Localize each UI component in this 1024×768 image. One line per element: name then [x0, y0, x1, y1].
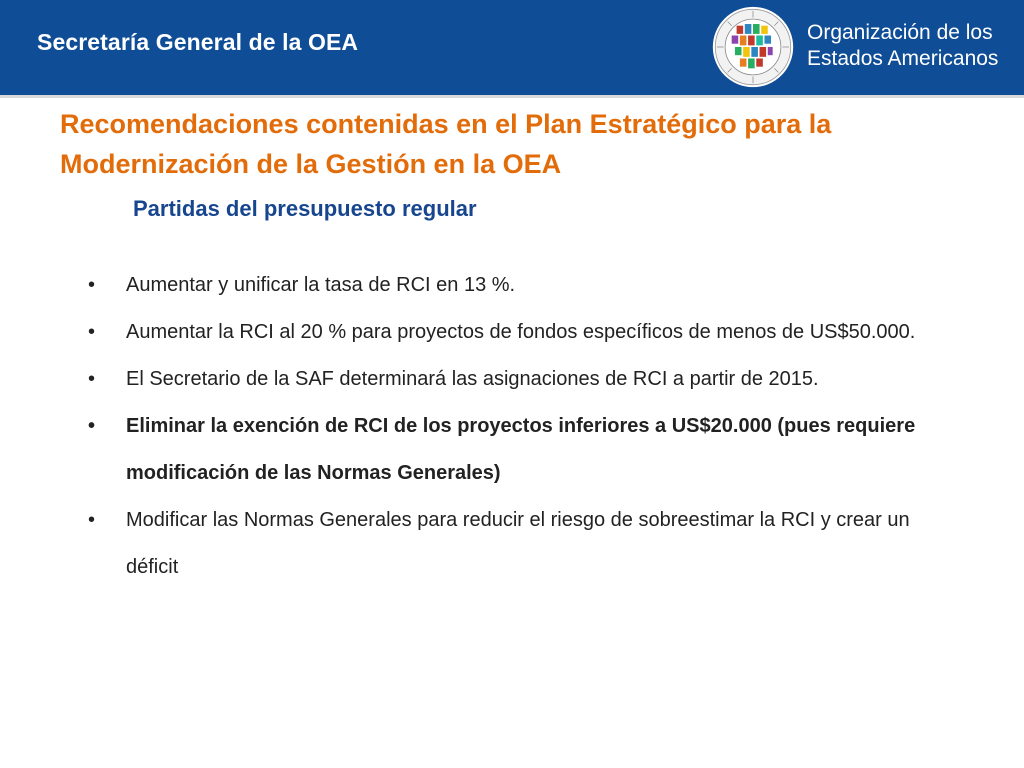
bullet-icon: •: [88, 321, 96, 343]
bullet-text: Eliminar la exención de RCI de los proyectos inferiores a US$20.000 (pues requiere modificación de las Normas Generales): [126, 415, 916, 484]
bullet-icon: •: [88, 274, 96, 296]
header-divider: [0, 95, 1024, 98]
organization-name-line-2: Estados Americanos: [807, 47, 999, 70]
bullet-icon: •: [88, 368, 96, 390]
organization-name-line-1: Organización de los: [807, 21, 993, 44]
bullet-icon: •: [88, 509, 96, 531]
organization-name: [807, 20, 998, 72]
slide-subtitle: Partidas del presupuesto regular: [133, 196, 477, 221]
bullet-item: [88, 356, 958, 403]
bullet-text: Aumentar y unificar la tasa de RCI en 13 %.: [126, 274, 516, 296]
bullet-item: [88, 497, 958, 591]
header-bar: [0, 0, 1024, 95]
bullet-text: El Secretario de la SAF determinará las asignaciones de RCI a partir de 2015.: [126, 368, 819, 390]
slide-title: Recomendaciones contenidas en el Plan Estratégico para la Modernización de la Gestión en la OEA: [60, 109, 832, 179]
oas-seal-icon: [712, 6, 794, 88]
bullet-icon: •: [88, 415, 96, 437]
bullet-item: [88, 403, 958, 497]
header-title: Secretaría General de la OEA: [37, 29, 359, 55]
bullet-text: Modificar las Normas Generales para reducir el riesgo de sobreestimar la RCI y crear un déficit: [126, 509, 910, 578]
bullet-list: [88, 262, 958, 591]
bullet-text: Aumentar la RCI al 20 % para proyectos de fondos específicos de menos de US$50.000.: [126, 321, 916, 343]
bullet-item: [88, 262, 958, 309]
bullet-item: [88, 309, 958, 356]
